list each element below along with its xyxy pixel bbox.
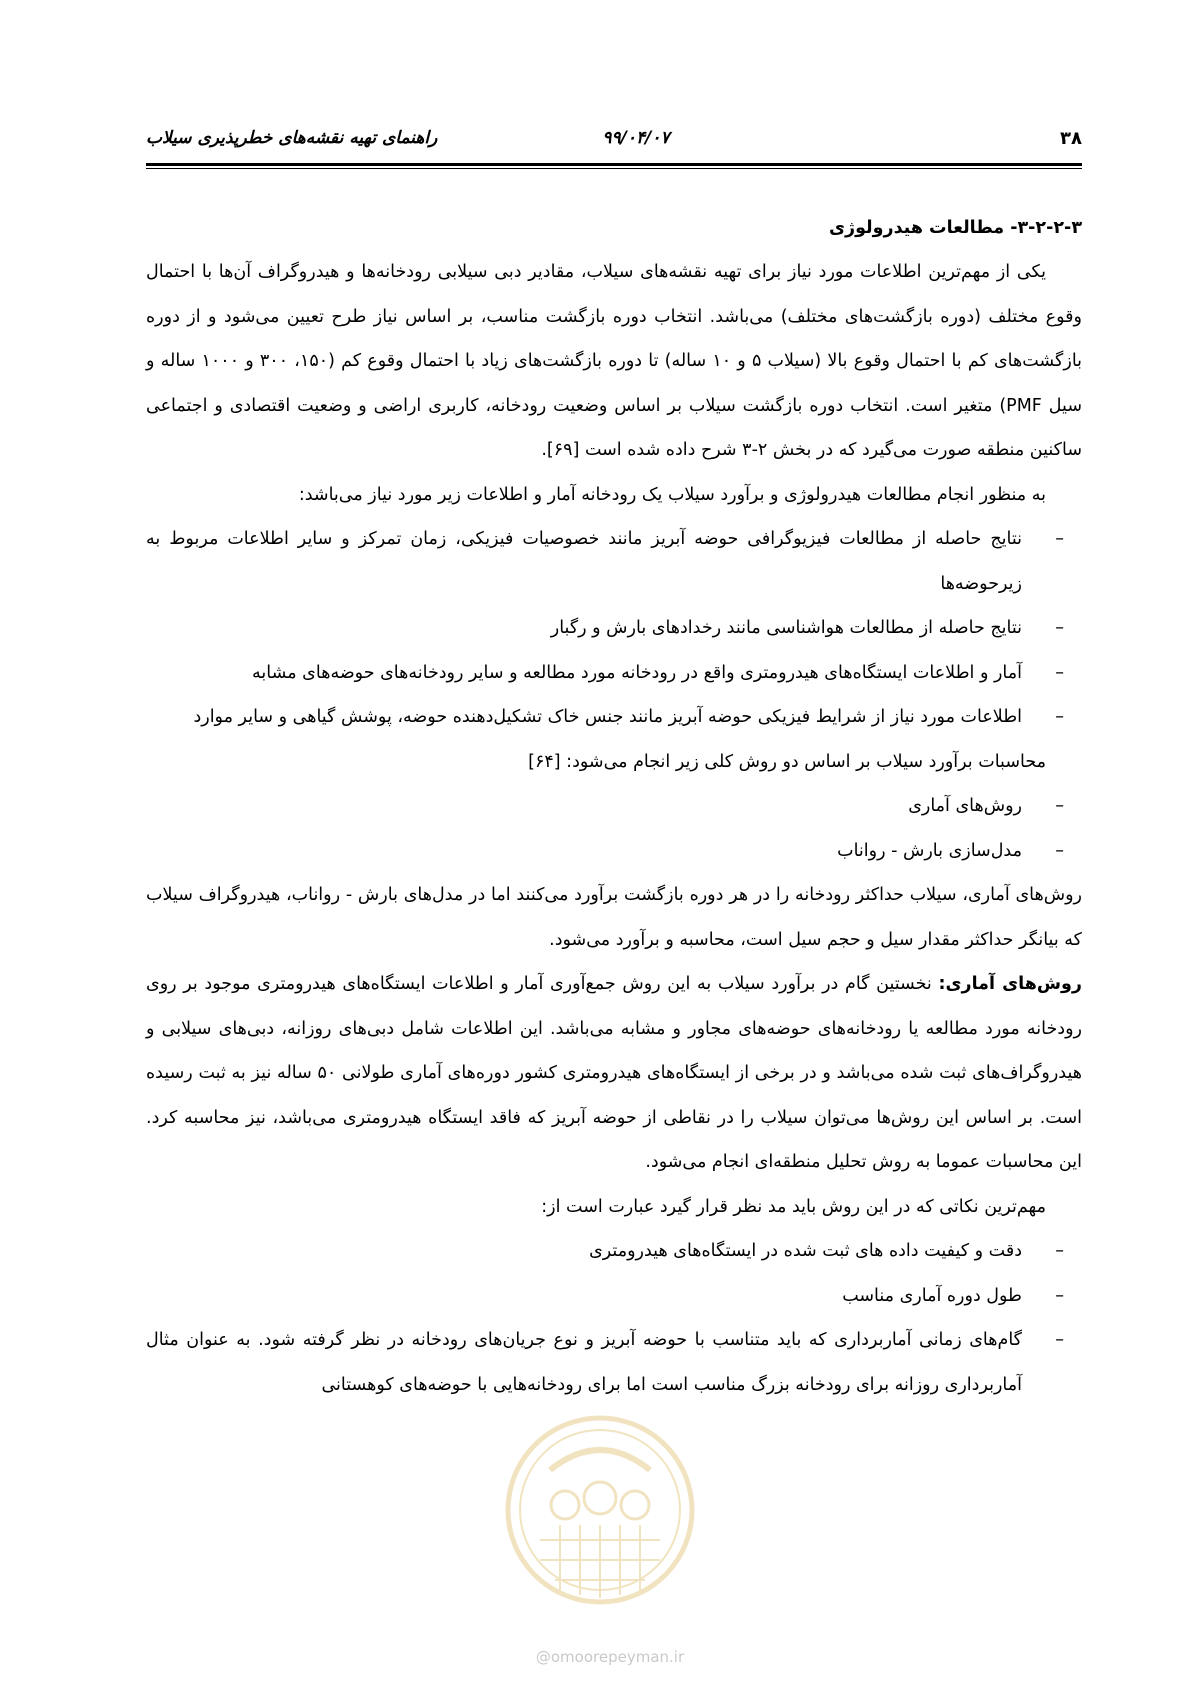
list-item: – طول دوره آماری مناسب [146, 1274, 1082, 1319]
header-rule-thin [146, 168, 1082, 169]
paragraph: یکی از مهم‌ترین اطلاعات مورد نیاز برای تهیه نقشه‌های سیلاب، مقادیر دبی سیلابی رودخانه‌ها و هیدروگراف آن‌ها با احتمال وقوع مختلف (دوره بازگشت‌های مختلف) می‌باشد. انتخاب دوره بازگشت مناسب، بر اساس نیاز طرح تعیین می‌شود و از دوره بازگشت‌های کم با احتمال وقوع بالا (سیلاب ۵ و ۱۰ ساله) تا دوره بازگشت‌های زیاد با احتمال وقوع کم (۱۵۰، ۳۰۰ و ۱۰۰۰ ساله و سیل PMF) متغیر است. انتخاب دوره بازگشت سیلاب بر اساس وضعیت رودخانه، کاربری اراضی و وضعیت اقتصادی و اجتماعی ساکنین منطقه صورت می‌گیرد که در بخش ۲-۳ شرح داده شده است [۶۹]. [146, 262, 1083, 460]
section-title: ۳-۲-۲-۳- مطالعات هیدرولوژی [828, 218, 1082, 238]
header-title: راهنمای تهیه نقشه‌های خطرپذیری سیلاب [146, 128, 438, 148]
list-item: – دقت و کیفیت داده های ثبت شده در ایستگاه‌های هیدرومتری [146, 1229, 1082, 1274]
paragraph: محاسبات برآورد سیلاب بر اساس دو روش کلی زیر انجام می‌شود: [۶۴] [528, 751, 1046, 772]
page-number: ۳۸ [1060, 128, 1082, 149]
header-rule-thick [146, 163, 1082, 166]
notes-list [146, 1229, 1082, 1407]
list-item: – گام‌های زمانی آماربرداری که باید متناسب با حوضه آبریز و نوع جریان‌های رودخانه در نظر گرفته شود. به عنوان مثال آماربرداری روزانه برای رودخانه بزرگ مناسب است اما برای رودخانه‌هایی با حوضه‌های کوهستانی [146, 1318, 1082, 1407]
methods-list [146, 784, 1082, 873]
paragraph [146, 962, 1082, 1185]
header-date: ۹۹/۰۴/۰۷ [602, 128, 670, 148]
paragraph: روش‌های آماری، سیلاب حداکثر رودخانه را در هر دوره بازگشت برآورد می‌کنند اما در مدل‌های بارش - رواناب، هیدروگراف سیلاب که بیانگر حداکثر مقدار سیل و حجم سیل است، محاسبه و برآورد می‌شود. [146, 885, 1082, 950]
bold-term: روش‌های آماری: [938, 974, 1082, 994]
list-item: – نتایج حاصله از مطالعات فیزیوگرافی حوضه آبریز مانند خصوصیات فیزیکی، زمان تمرکز و سایر اطلاعات مربوط به زیرحوضه‌ها [146, 517, 1082, 606]
paragraph: مهم‌ترین نکاتی که در این روش باید مد نظر قرار گیرد عبارت است از: [541, 1196, 1046, 1217]
list-item: – روش‌های آماری [146, 784, 1082, 829]
watermark-url: @omoorepeyman.ir [535, 1648, 685, 1666]
list-item: – نتایج حاصله از مطالعات هواشناسی مانند رخدادهای بارش و رگبار [146, 606, 1082, 651]
list-item: – مدل‌سازی بارش - رواناب [146, 829, 1082, 874]
list-item: – آمار و اطلاعات ایستگاه‌های هیدرومتری واقع در رودخانه مورد مطالعه و سایر رودخانه‌های حوضه‌های مشابه [146, 651, 1082, 696]
paragraph-text: نخستین گام در برآورد سیلاب به این روش جمع‌آوری آمار و اطلاعات ایستگاه‌های هیدرومتری موجود بر روی رودخانه مورد مطالعه یا رودخانه‌های حوضه‌های مجاور و مشابه می‌باشد. این اطلاعات شامل دبی‌های روزانه، دبی‌های سیلابی و هیدروگراف‌های ثبت شده می‌باشد و در برخی از ایستگاه‌های هیدرومتری کشور دوره‌های آماری طولانی ۵۰ ساله نیز به ثبت رسیده است. بر اساس این روش‌ها می‌توان سیلاب را در نقاطی از حوضه آبریز که فاقد ایستگاه هیدرومتری می‌باشد، نیز محاسبه کرد. این محاسبات عموما به روش تحلیل منطقه‌ای انجام می‌شود. [146, 974, 1082, 1172]
main-content [146, 206, 1082, 1407]
list-item: – اطلاعات مورد نیاز از شرایط فیزیکی حوضه آبریز مانند جنس خاک تشکیل‌دهنده حوضه، پوشش گیاهی و سایر موارد [146, 695, 1082, 740]
paragraph: به منظور انجام مطالعات هیدرولوژی و برآورد سیلاب یک رودخانه آمار و اطلاعات زیر مورد نیاز می‌باشد: [298, 484, 1046, 505]
requirements-list [146, 517, 1082, 740]
watermark-seal [500, 1410, 700, 1610]
page-header [146, 126, 1082, 154]
